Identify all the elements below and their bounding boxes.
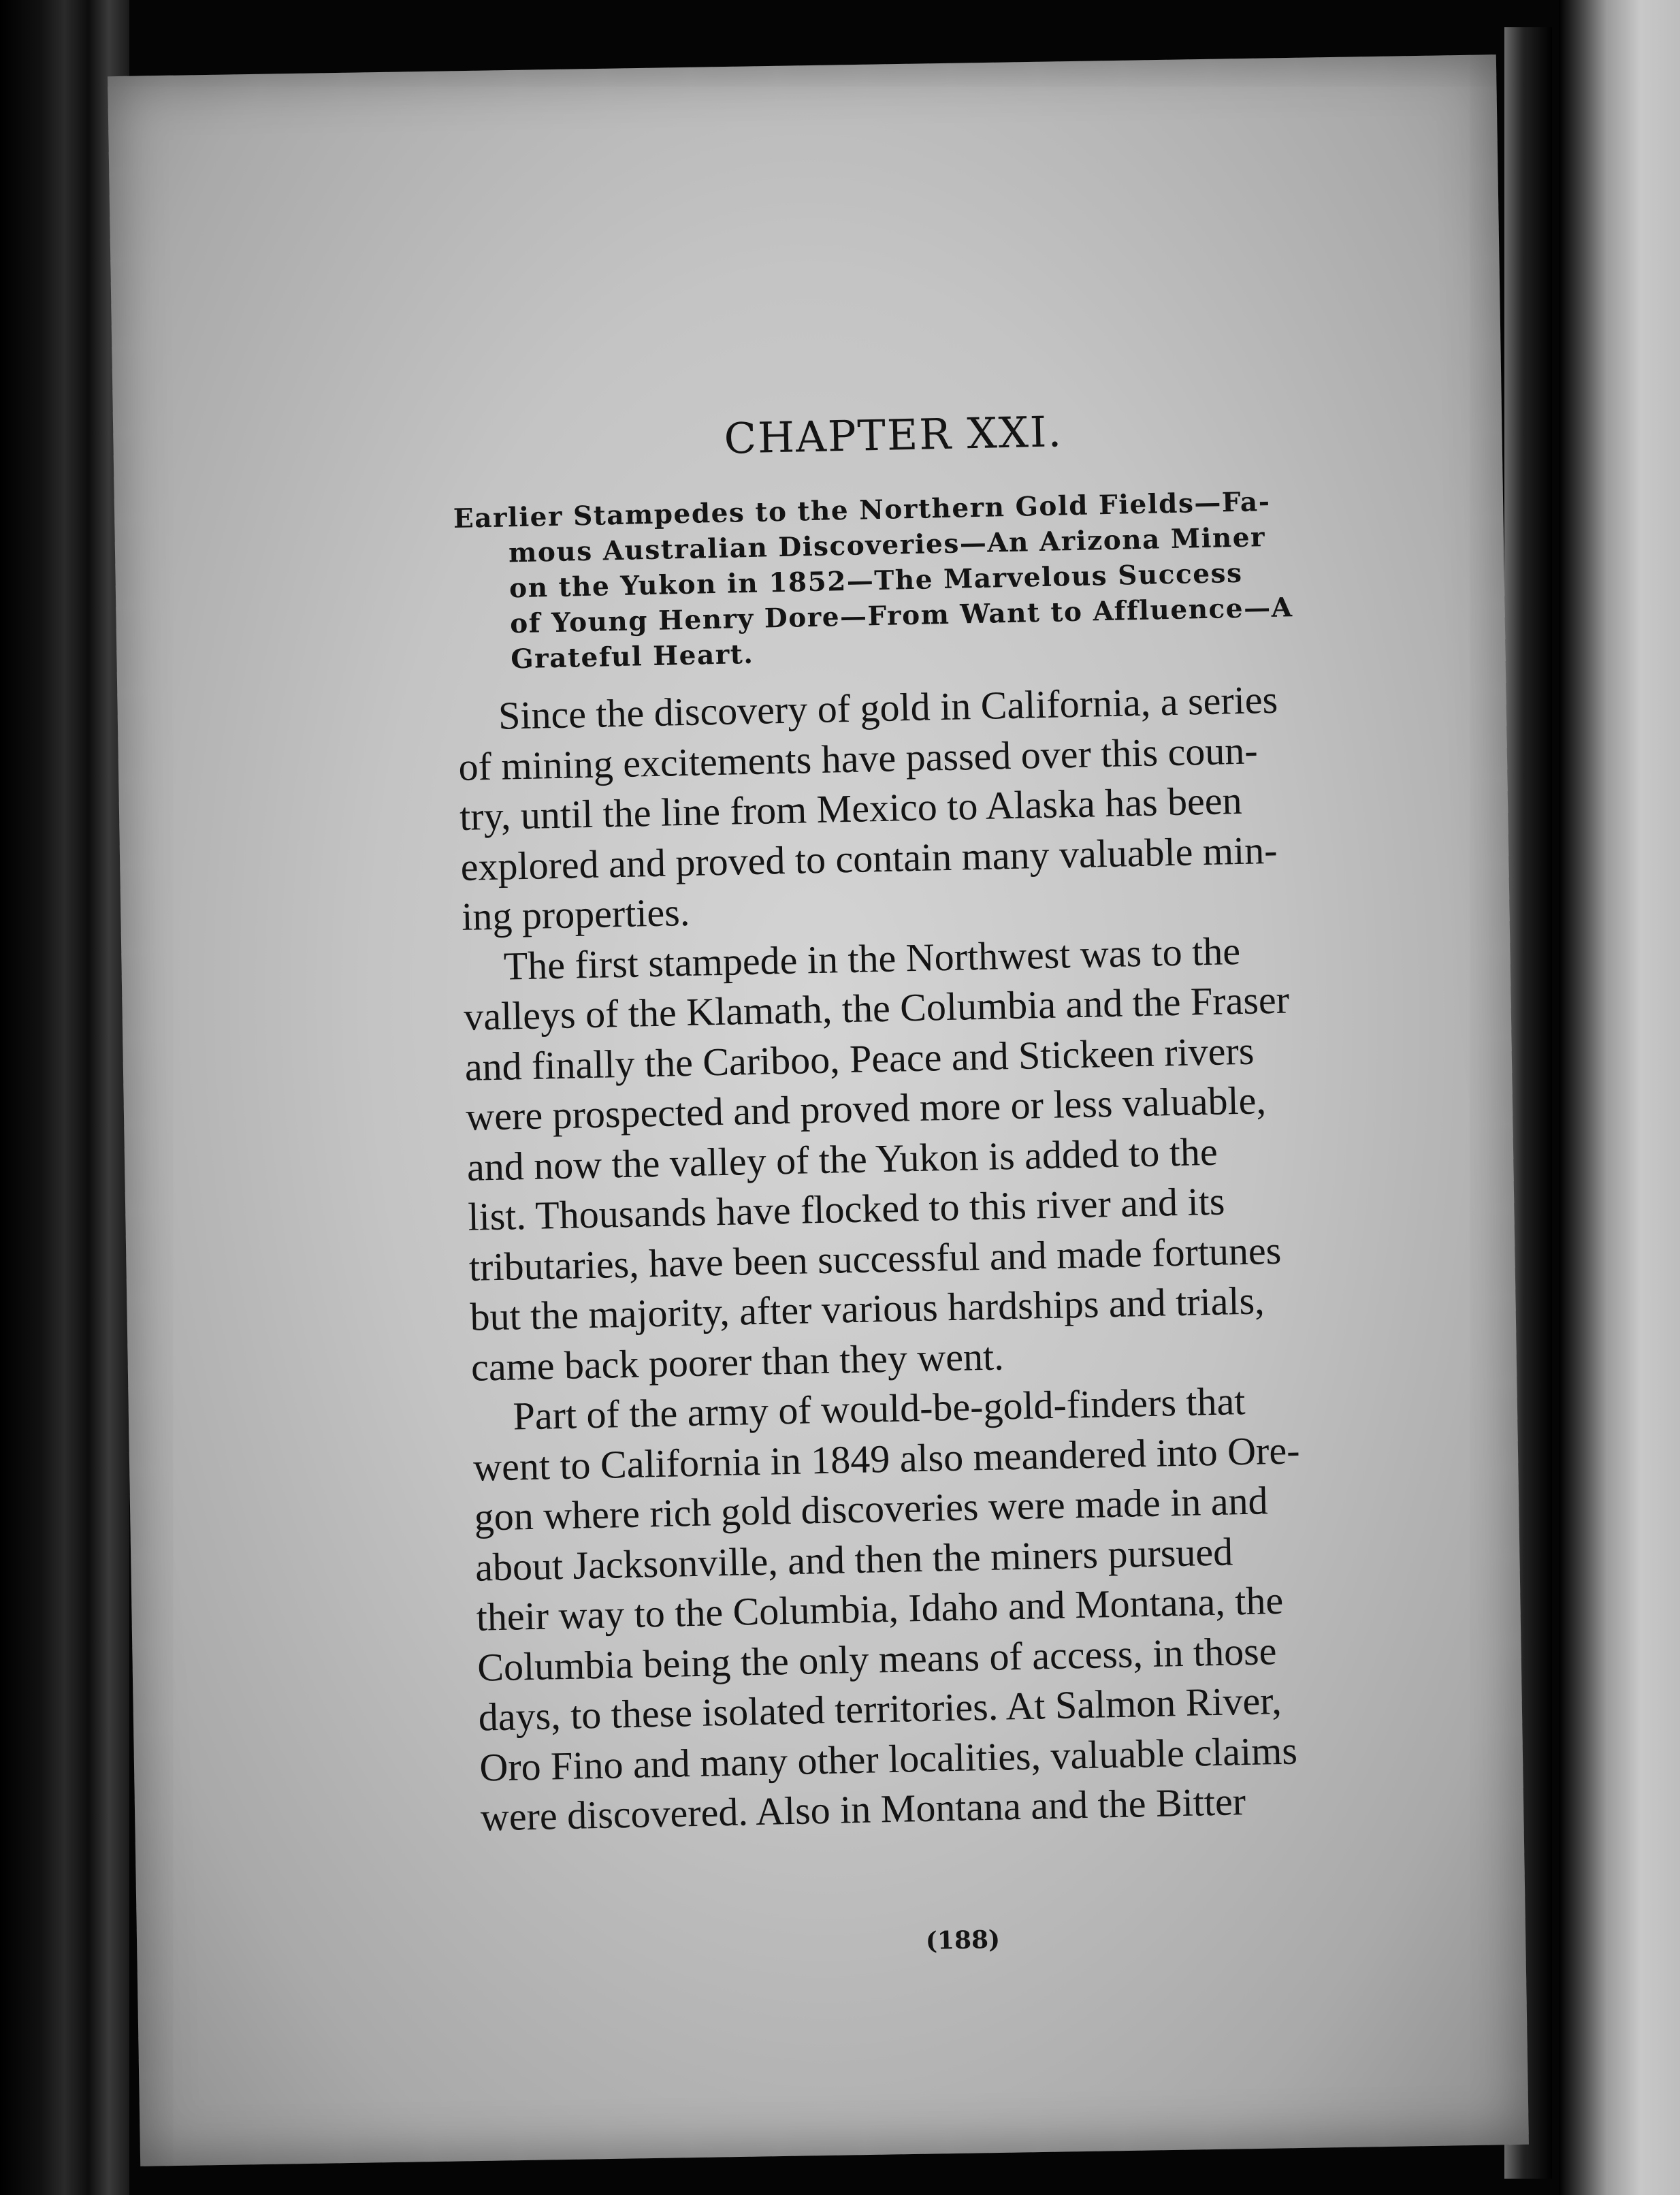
text-line: try, until the line from Mexico to Alaska has been — [459, 778, 1243, 839]
page-number: (188) — [925, 1925, 1001, 1955]
text-line: tributaries, have been successful and made fortunes — [468, 1228, 1282, 1289]
summary-line: of Young Henry Dore—From Want to Affluence—A — [509, 592, 1293, 640]
text-line: were prospected and proved more or less valuable, — [465, 1078, 1267, 1139]
text-line: and finally the Cariboo, Peace and Stickeen rivers — [464, 1028, 1255, 1089]
book-left-edge — [0, 0, 129, 2195]
text-line: list. Thousands have flocked to this river and its — [467, 1179, 1225, 1239]
text-line: were discovered. Also in Montana and the Bitter — [480, 1779, 1246, 1840]
text-line: their way to the Columbia, Idaho and Montana, the — [476, 1577, 1284, 1639]
text-line: The first stampede in the Northwest was to the — [503, 928, 1241, 989]
text-line: went to California in 1849 also meandered into Ore- — [472, 1427, 1301, 1490]
text-line: gon where rich gold discoveries were made in and — [474, 1478, 1269, 1539]
text-line: ing properties. — [461, 889, 690, 939]
text-line: days, to these isolated territories. At Salmon River, — [478, 1678, 1282, 1740]
text-line: Oro Fino and many other localities, valuable claims — [479, 1728, 1298, 1790]
chapter-summary — [453, 482, 1361, 678]
text-line: about Jacksonville, and then the miners pursued — [474, 1528, 1233, 1590]
summary-line: mous Australian Discoveries—An Arizona Miner — [508, 522, 1266, 569]
text-line: of mining excitements have passed over this coun- — [457, 727, 1259, 789]
summary-line: Grateful Heart. — [510, 638, 754, 675]
facing-page-edge — [1559, 0, 1680, 2195]
text-line: Part of the army of would-be-gold-finders that — [512, 1378, 1246, 1439]
text-line: explored and proved to contain many valuable min- — [460, 827, 1278, 889]
summary-line: Earlier Stampedes to the Northern Gold Fields—Fa- — [453, 485, 1271, 535]
text-line: but the majority, after various hardships and trials, — [469, 1278, 1265, 1339]
chapter-title: CHAPTER XXI. — [723, 406, 1063, 464]
text-line: and now the valley of the Yukon is added to the — [466, 1129, 1218, 1189]
text-line: valleys of the Klamath, the Columbia and the Fraser — [463, 977, 1290, 1039]
summary-line: on the Yukon in 1852—The Marvelous Success — [508, 557, 1243, 605]
text-line: came back poorer than they went. — [470, 1333, 1005, 1390]
body-text — [457, 672, 1434, 1842]
text-line: Since the discovery of gold in California, a series — [498, 677, 1278, 738]
text-line: Columbia being the only means of access, in those — [476, 1628, 1278, 1690]
